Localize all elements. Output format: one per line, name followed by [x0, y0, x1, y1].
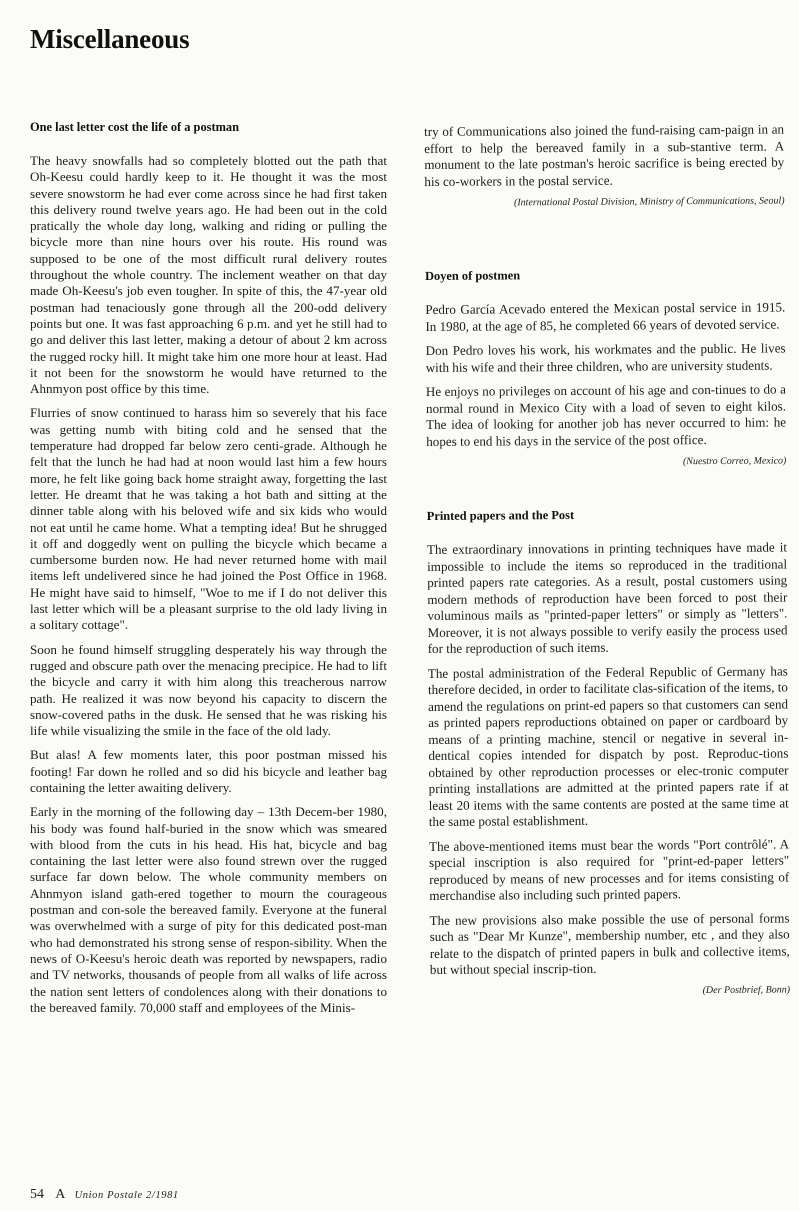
- article-paragraph: Pedro García Acevado entered the Mexican postal service in 1915. In 1980, at the age of 85, he completed 66 years of devoted service.: [425, 299, 786, 334]
- article-source: (Der Postbrief, Bonn): [702, 983, 791, 996]
- right-column: [424, 121, 791, 998]
- article-paragraph: The postal administration of the Federal Republic of Germany has therefore decided, in order to facilitate clas-sification of the items, to amend the regulations on print-ed papers so that customers can send as printed papers reproductions obtained on paper or cardboard by means of a printing machine, stencil or negative in several in-dentical copies intended for dispatch by post. Reproduc-tions obtained by other reproduction processes or elec-tronic computer printing installations are admitted at the printed papers rate if at least 20 items with the same contents are posted at the same time at the same postal establishment.: [427, 662, 789, 829]
- page-footer: [30, 1186, 179, 1203]
- article-paragraph: Early in the morning of the following day – 13th Decem-ber 1980, his body was found half-buried in the snow which was smeared with blood from the cuts in his head. His hat, bicycle and bag containing the last letter were also found strewn over the rugged surface far down below. The whole community members on Ahnmyon island gath-ered together to mourn the courageous postman and con-sole the bereaved family. Everyone at the funeral was overwhelmed with a surge of pity for this dedicated post-man who had demonstrated his strong sense of respon-sibility. When the news of O-Keesu's heroic death was reported by newspapers, radio and TV networks, thousands of people from all walks of life across the nation sent letters of condolences along with their donations to the bereaved family. 70,000 staff and employees of the Minis-: [30, 804, 387, 1015]
- article-paragraph: But alas! A few moments later, this poor postman missed his footing! Far down he rolled and so did his bicycle and leather bag containing the letter awaiting delivery.: [30, 747, 387, 795]
- left-column: [30, 120, 387, 1024]
- journal-name: Union Postale 2/1981: [74, 1190, 179, 1201]
- article-paragraph: The heavy snowfalls had so completely blotted out the path that Oh-Keesu could hardly keep to it. He thought it was the most severe snowstorm he had ever come across since he had first taken this delivery round twelve years ago. He had been out in the cold pratically the whole day long, walking and riding or pulling the bicycle more than nine hours over his route. His round was supposed to be one of the most difficult rural delivery routes throughout the whole country. The inclement weather on that day made Oh-Keesu's job even tougher. In spite of this, the 47-year old postman had tenaciously gone through all the 200-odd delivery points but one. It was fast approaching 6 p.m. and yet he still had to go and deliver this last letter, making a detour of about 2 km across the rugged rocky hill. It might take him one more hour at least. Had it not been for the snowstorm he would have returned to the Ahnmyon post office by this time.: [30, 153, 387, 397]
- page-title: Miscellaneous: [30, 24, 190, 54]
- page-number: 54: [30, 1187, 44, 1202]
- article-paragraph: He enjoys no privileges on account of his age and con-tinues to do a normal round in Mexico City with a load of seven to eight kilos. The idea of looking for another job has never occurred to him: he hopes to end his days in the service of the post office.: [425, 381, 787, 449]
- article-paragraph: The above-mentioned items must bear the words "Port contrôlé". A special inscription is also required for "print-ed-paper letters" reproduced by means of new processes and for items consisting of merchandise also including such printed papers.: [428, 835, 790, 903]
- article-continuation: try of Communications also joined the fund-raising cam-paign in an effort to help the bereaved family in a sub-stantive term. A monument to the late postman's heroic sacrifice is being erected by his co-workers in the postal service.: [424, 121, 785, 189]
- article-heading: Doyen of postmen: [425, 268, 521, 283]
- article-paragraph: The extraordinary innovations in printing techniques have made it impossible to include the items so reproduced in the traditional printed papers rate categories. As a result, postal customers using modern methods of reproduction have been forced to post their voluminous mails as "printed-paper letters" or simply as "letters". Moreover, it is not always possible to verify easily the process used for the reproduction of such items.: [426, 539, 788, 656]
- article-paragraph: Flurries of snow continued to harass him so severely that his face was getting numb with biting cold and he sensed that the temperature had dropped far below zero centi-grade. Although he felt that the lunch he had had at noon would last him a few hours more, he felt like going back home straight away, forgetting the last letter. He dreamt that he was taking a hot bath and sitting at the dinner table along with his beloved wife and six kids who would not eat until he came home. What a tempting idea! But he shrugged it off and doggedly went on pulling the bicycle which became a cumbersome burden now. He had never returned home with mail items left undelivered since he had joined the Post Office in 1968. He might have said to himself, "Woe to me if I do not deliver this last letter which will be a pleasant surprise to the old lady living in a solitary cottage".: [30, 405, 387, 633]
- article-heading: Printed papers and the Post: [426, 507, 575, 523]
- article-source: (Nuestro Correo, Mexico): [682, 455, 787, 468]
- article-paragraph: Soon he found himself struggling desperately his way through the rugged and obscure path over the menacing precipice. He had to lift the bicycle and carry it with him along this treacherous narrow path. He realized it was now beyond his capacity to discern the snow-covered paths in the dusk. He sensed that he was risking his life while visualizing the smile in the face of the old lady.: [30, 641, 387, 739]
- article-paragraph: Don Pedro loves his work, his workmates and the public. He lives with his wife and their three children, who are university students.: [425, 340, 786, 375]
- article-paragraph: The new provisions also make possible the use of personal forms such as "Dear Mr Kunze", membership number, etc , and they also relate to the dispatch of printed papers in bulk and collective items, but without special inscrip-tion.: [429, 909, 790, 977]
- article-heading: One last letter cost the life of a postman: [30, 120, 239, 134]
- article-source: (International Postal Division, Ministry of Communications, Seoul): [513, 195, 785, 209]
- section-letter: A: [55, 1187, 66, 1202]
